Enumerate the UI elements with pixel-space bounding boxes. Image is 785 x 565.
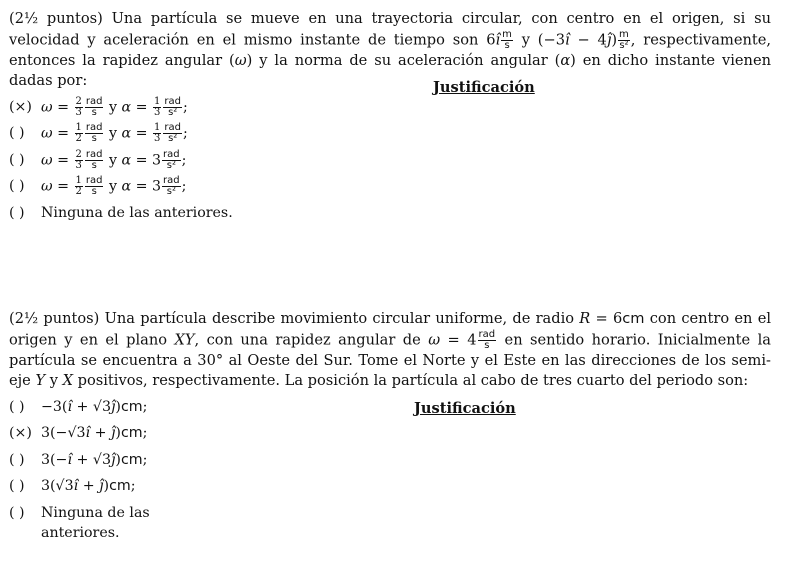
question-2 xyxy=(9,309,771,543)
option-1a[interactable] xyxy=(9,97,771,124)
option-1d-text: ω = $\frac{1}{2}$ $\frac{\text{rad}}{s}$ y α = 3 $\frac{\text{rad}}{\text{s²}}$ ; xyxy=(41,175,187,197)
option-1b-mark[interactable]: ( ) xyxy=(9,125,25,141)
option-2d-mark[interactable]: ( ) xyxy=(9,478,25,494)
option-1e-mark[interactable]: ( ) xyxy=(9,204,25,221)
option-2c-text: 3(−î + √3ĵ)cm; xyxy=(41,451,148,468)
option-2d[interactable] xyxy=(9,476,771,503)
option-2a-text: −3(î + √3ĵ)cm; xyxy=(41,398,148,415)
option-1a-mark[interactable]: (×) xyxy=(9,98,32,115)
option-2e-mark[interactable]: ( ) xyxy=(9,504,25,521)
question-1-stem: (2½ puntos) Una partícula se mueve en una trayectoria circular, con centro en el origen, si su velocidad y aceleración en el mismo instante de tiempo son 6î $\frac{m}{s}$ y (−3î − 4ĵ) $\frac{m}{\text{s²}}$ , respectivamente, entonces la rapidez angular (ω) y la norma de su aceleración angular (α) en dicho instante vienen dadas por: xyxy=(9,10,771,89)
option-2b-mark[interactable]: (×) xyxy=(9,425,32,441)
option-1c-text: ω = $\frac{2}{3}$ $\frac{\text{rad}}{s}$ y α = 3 $\frac{\text{rad}}{\text{s²}}$ ; xyxy=(41,148,187,171)
question-2-options xyxy=(9,397,771,543)
option-2d-text: 3(√3î + ĵ)cm; xyxy=(41,478,136,494)
option-2e-text: Ninguna de las anteriores. xyxy=(41,504,150,541)
option-1c-mark[interactable]: ( ) xyxy=(9,151,25,168)
question-1-justification-label: Justificación xyxy=(433,79,535,96)
option-2a-mark[interactable]: ( ) xyxy=(9,398,25,415)
option-1a-text: ω = $\frac{2}{3}$ $\frac{\text{rad}}{s}$ y α = $\frac{1}{3}$ $\frac{\text{rad}}{\text{s²}}$ ; xyxy=(41,95,188,118)
option-1d-mark[interactable]: ( ) xyxy=(9,178,25,194)
option-2a[interactable] xyxy=(9,397,771,424)
option-2e[interactable] xyxy=(9,503,771,543)
option-1b[interactable] xyxy=(9,123,771,150)
option-1d[interactable] xyxy=(9,176,771,203)
question-1-options xyxy=(9,97,771,230)
option-2b[interactable] xyxy=(9,423,771,450)
option-2c[interactable] xyxy=(9,450,771,477)
option-2b-text: 3(−√3î + ĵ)cm; xyxy=(41,425,148,441)
question-2-justification-label: Justificación xyxy=(414,400,516,417)
option-1c[interactable] xyxy=(9,150,771,177)
question-2-points: (2½ puntos) xyxy=(9,310,100,327)
option-1e[interactable] xyxy=(9,203,771,230)
question-2-stem: (2½ puntos) Una partícula describe movimiento circular uniforme, de radio R = 6cm con centro en el origen y en el plano XY, con una rapidez angular de ω = 4 $\frac{\text{rad}}{s}$ en sentido horario. Inicialmente la partícula se encuentra a 30° al Oeste del Sur. Tome el Norte y el Este en las direcciones de los semi-eje Y y X positivos, respectivamente. La posición la partícula al cabo de tres cuarto del periodo son: xyxy=(9,310,771,389)
question-1 xyxy=(9,9,771,229)
option-2c-mark[interactable]: ( ) xyxy=(9,451,25,468)
option-1e-text: Ninguna de las anteriores. xyxy=(41,204,233,221)
option-1b-text: ω = $\frac{1}{2}$ $\frac{\text{rad}}{s}$ y α = $\frac{1}{3}$ $\frac{\text{rad}}{\text{s²}}$ ; xyxy=(41,122,188,144)
question-1-points: (2½ puntos) xyxy=(9,10,103,27)
